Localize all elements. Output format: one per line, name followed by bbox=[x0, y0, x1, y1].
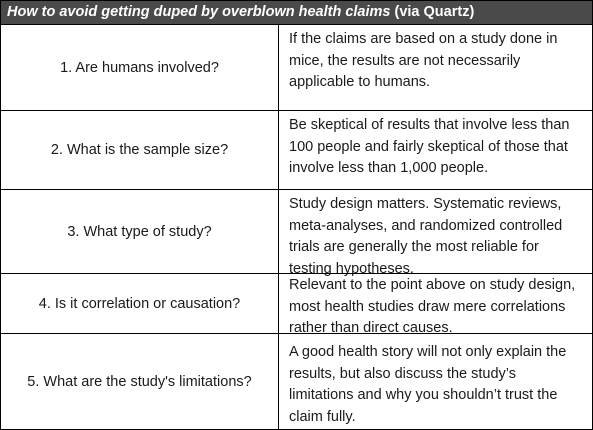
table-row bbox=[1, 24, 592, 110]
answer-cell: If the claims are based on a study done in mice, the results are not necessarily applicable to humans. bbox=[289, 31, 558, 90]
question-cell: 4. Is it correlation or causation? bbox=[1, 274, 279, 333]
answer-cell: Be skeptical of results that involve less than 100 people and fairly skeptical of those that involve less than 1,000 people. bbox=[289, 117, 570, 176]
answer-cell: A good health story will not only explain the results, but also discuss the study’s limitations and why you shouldn’t trust the claim fully. bbox=[289, 344, 567, 425]
table-row bbox=[1, 273, 592, 336]
question-cell: 5. What are the study's limitations? bbox=[1, 334, 279, 429]
answer-cell: Study design matters. Systematic reviews, meta-analyses, and randomized controlled trials are generally the most reliable for testing hypotheses. bbox=[289, 196, 563, 277]
question-cell: 2. What is the sample size? bbox=[1, 111, 279, 189]
table-row bbox=[1, 333, 592, 429]
question-cell: 1. Are humans involved? bbox=[1, 25, 279, 110]
table-row bbox=[1, 110, 592, 189]
table-title-main: How to avoid getting duped by overblown health claims bbox=[7, 4, 391, 20]
table-row bbox=[1, 189, 592, 277]
question-cell: 3. What type of study? bbox=[1, 190, 279, 273]
table-title bbox=[1, 1, 592, 24]
table-title-source: (via Quartz) bbox=[390, 4, 475, 20]
answer-cell: Relevant to the point above on study design, most health studies draw mere correlations rather than direct causes. bbox=[289, 277, 576, 336]
